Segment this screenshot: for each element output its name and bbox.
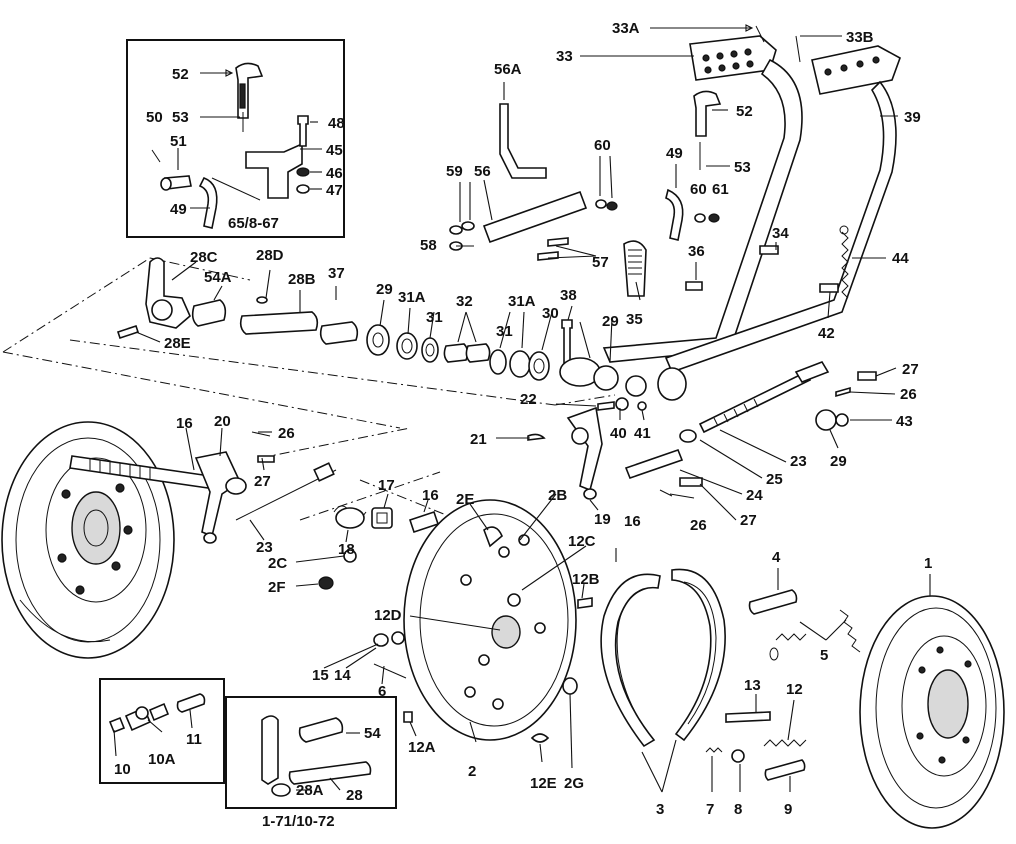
label-13: 13 (744, 677, 761, 694)
label-23-right: 23 (790, 453, 807, 470)
label-16-right: 16 (624, 513, 641, 530)
right-brake-drum (860, 596, 1004, 828)
label-18: 18 (338, 541, 355, 558)
label-11: 11 (186, 731, 202, 748)
label-2F: 2F (268, 579, 286, 596)
label-61: 61 (712, 181, 729, 198)
label-14: 14 (334, 667, 351, 684)
label-59: 59 (446, 163, 463, 180)
label-47: 47 (326, 182, 343, 199)
label-57: 57 (592, 254, 609, 271)
label-27-right: 27 (902, 361, 919, 378)
inset-bottom-caption: 1-71/10-72 (262, 813, 335, 830)
pawl (200, 178, 217, 228)
cross-shaft-assembly (118, 258, 572, 380)
label-12: 12 (786, 681, 803, 698)
label-2C: 2C (268, 555, 288, 572)
label-26-mid: 26 (690, 517, 707, 534)
label-36: 36 (688, 243, 705, 260)
label-54A: 54A (204, 269, 232, 286)
label-8: 8 (734, 801, 743, 818)
brake-rod-23 (236, 463, 336, 520)
label-38: 38 (560, 287, 577, 304)
label-3: 3 (656, 801, 665, 818)
label-32: 32 (456, 293, 473, 310)
label-27-mid: 27 (740, 512, 757, 529)
plate-56 (484, 192, 586, 242)
label-33B: 33B (846, 29, 874, 46)
ratchet-sector (624, 241, 646, 296)
shaft-28b (241, 312, 318, 334)
label-34: 34 (772, 225, 789, 242)
cross-shaft (290, 762, 371, 784)
label-45: 45 (326, 142, 343, 159)
label-12A: 12A (408, 739, 436, 756)
left-brake-drum (2, 422, 174, 658)
label-16-mid: 16 (422, 487, 439, 504)
label-58: 58 (420, 237, 437, 254)
label-49: 49 (666, 145, 683, 162)
brake-shoe-right (672, 569, 725, 740)
clevis-24 (626, 450, 682, 478)
label-7: 7 (706, 801, 715, 818)
brake-shoes (601, 569, 725, 746)
label-1: 1 (924, 555, 933, 572)
label-27-left: 27 (254, 473, 271, 490)
latch-bracket (246, 144, 302, 198)
label-31A-left: 31A (398, 289, 426, 306)
label-50: 50 (146, 109, 163, 126)
label-31-right: 31 (496, 323, 513, 340)
label-21: 21 (470, 431, 487, 448)
label-29-right: 29 (830, 453, 847, 470)
inset-top-caption: 65/8-67 (228, 215, 279, 232)
label-23-left: 23 (256, 539, 273, 556)
label-28A: 28A (296, 782, 324, 799)
label-28D: 28D (256, 247, 284, 264)
label-30: 30 (542, 305, 559, 322)
label-4: 4 (772, 549, 781, 566)
label-28B: 28B (288, 271, 316, 288)
label-52: 52 (736, 103, 753, 120)
label-33: 33 (556, 48, 573, 65)
label-41: 41 (634, 425, 651, 442)
label-29-mid: 29 (602, 313, 619, 330)
label-60: 60 (690, 181, 707, 198)
backing-plate (404, 500, 577, 740)
label-48: 48 (328, 115, 345, 132)
label-12E: 12E (530, 775, 557, 792)
label-26-right: 26 (900, 386, 917, 403)
label-43: 43 (896, 413, 913, 430)
label-53: 53 (734, 159, 751, 176)
label-35: 35 (626, 311, 643, 328)
label-42: 42 (818, 325, 835, 342)
label-52-inset: 52 (172, 66, 189, 83)
label-2: 2 (468, 763, 477, 780)
label-31A-right: 31A (508, 293, 536, 310)
label-53-inset: 53 (172, 109, 189, 126)
label-19: 19 (594, 511, 611, 528)
label-6: 6 (378, 683, 387, 700)
label-46: 46 (326, 165, 343, 182)
label-5: 5 (820, 647, 829, 664)
label-37: 37 (328, 265, 345, 282)
label-12B: 12B (572, 571, 600, 588)
brake-shoe-left (601, 574, 660, 746)
label-10: 10 (114, 761, 131, 778)
label-29-left: 29 (376, 281, 393, 298)
label-31-left: 31 (426, 309, 443, 326)
label-60-top: 60 (594, 137, 611, 154)
label-56A: 56A (494, 61, 522, 78)
label-40: 40 (610, 425, 627, 442)
label-33A: 33A (612, 20, 640, 37)
label-17: 17 (378, 477, 395, 494)
arm-19 (568, 408, 602, 490)
label-28: 28 (346, 787, 363, 804)
label-2B: 2B (548, 487, 568, 504)
bushing (300, 718, 343, 742)
label-20: 20 (214, 413, 231, 430)
label-10A: 10A (148, 751, 176, 768)
label-2G: 2G (564, 775, 585, 792)
label-2E: 2E (456, 491, 475, 508)
label-54: 54 (364, 725, 381, 742)
label-25: 25 (766, 471, 783, 488)
label-16-left: 16 (176, 415, 193, 432)
inset-top (127, 40, 344, 237)
adjuster-4 (750, 590, 797, 614)
label-22: 22 (520, 391, 537, 408)
label-28E: 28E (164, 335, 191, 352)
label-39: 39 (904, 109, 921, 126)
label-51: 51 (170, 133, 187, 150)
label-9: 9 (784, 801, 793, 818)
label-24: 24 (746, 487, 763, 504)
label-15: 15 (312, 667, 329, 684)
bracket-56a (500, 104, 546, 178)
label-12D: 12D (374, 607, 402, 624)
label-28C: 28C (190, 249, 218, 266)
label-49-inset: 49 (170, 201, 187, 218)
label-56: 56 (474, 163, 491, 180)
label-26-left: 26 (278, 425, 295, 442)
label-44: 44 (892, 250, 909, 267)
label-12C: 12C (568, 533, 596, 550)
